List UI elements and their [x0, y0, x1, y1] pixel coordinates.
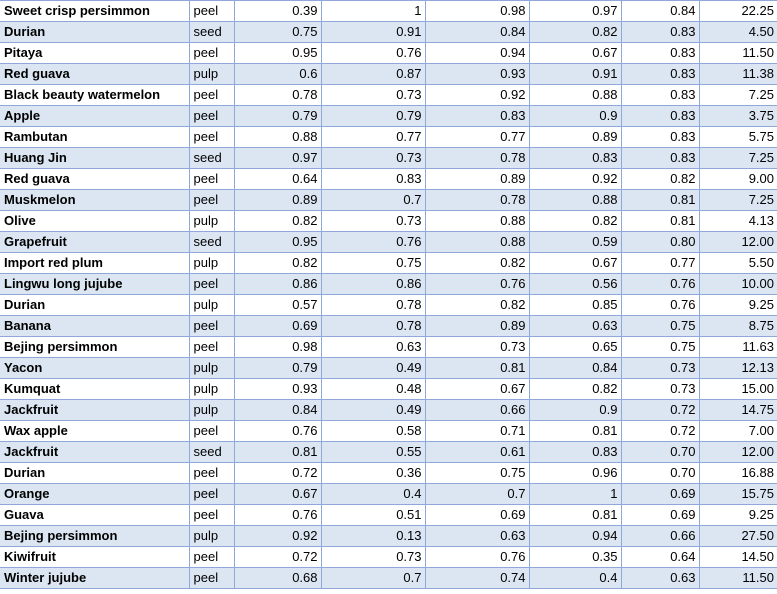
value-cell-5: 0.70 [621, 442, 699, 463]
value-cell-6: 11.38 [699, 64, 777, 85]
value-cell-5: 0.66 [621, 526, 699, 547]
value-cell-1: 0.67 [234, 484, 321, 505]
value-cell-4: 0.82 [529, 211, 621, 232]
value-cell-1: 0.39 [234, 1, 321, 22]
value-cell-2: 0.73 [321, 211, 425, 232]
fruit-name-cell: Import red plum [0, 253, 189, 274]
value-cell-3: 0.7 [425, 484, 529, 505]
value-cell-4: 0.82 [529, 22, 621, 43]
value-cell-6: 7.25 [699, 148, 777, 169]
table-row [0, 316, 777, 337]
fruit-name-cell: Bejing persimmon [0, 337, 189, 358]
table-row [0, 484, 777, 505]
value-cell-4: 0.56 [529, 274, 621, 295]
value-cell-2: 0.73 [321, 85, 425, 106]
value-cell-5: 0.76 [621, 274, 699, 295]
part-cell: peel [189, 43, 234, 64]
value-cell-4: 0.4 [529, 568, 621, 589]
part-cell: pulp [189, 211, 234, 232]
value-cell-2: 0.91 [321, 22, 425, 43]
value-cell-3: 0.88 [425, 211, 529, 232]
value-cell-1: 0.76 [234, 421, 321, 442]
table-row [0, 274, 777, 295]
value-cell-6: 10.00 [699, 274, 777, 295]
table-row [0, 505, 777, 526]
value-cell-6: 12.00 [699, 232, 777, 253]
value-cell-4: 0.85 [529, 295, 621, 316]
value-cell-2: 0.79 [321, 106, 425, 127]
value-cell-6: 9.00 [699, 169, 777, 190]
value-cell-2: 0.63 [321, 337, 425, 358]
part-cell: pulp [189, 526, 234, 547]
value-cell-6: 9.25 [699, 295, 777, 316]
value-cell-3: 0.92 [425, 85, 529, 106]
value-cell-3: 0.71 [425, 421, 529, 442]
value-cell-3: 0.88 [425, 232, 529, 253]
part-cell: peel [189, 274, 234, 295]
value-cell-1: 0.86 [234, 274, 321, 295]
value-cell-1: 0.93 [234, 379, 321, 400]
value-cell-5: 0.82 [621, 169, 699, 190]
fruit-name-cell: Jackfruit [0, 400, 189, 421]
value-cell-2: 0.7 [321, 190, 425, 211]
fruit-name-cell: Olive [0, 211, 189, 232]
fruit-name-cell: Red guava [0, 169, 189, 190]
table-row [0, 85, 777, 106]
fruit-name-cell: Apple [0, 106, 189, 127]
value-cell-4: 1 [529, 484, 621, 505]
value-cell-4: 0.91 [529, 64, 621, 85]
value-cell-3: 0.69 [425, 505, 529, 526]
value-cell-5: 0.72 [621, 400, 699, 421]
value-cell-1: 0.72 [234, 463, 321, 484]
value-cell-5: 0.84 [621, 1, 699, 22]
table-row [0, 421, 777, 442]
value-cell-5: 0.83 [621, 148, 699, 169]
value-cell-5: 0.72 [621, 421, 699, 442]
table-row [0, 358, 777, 379]
fruit-name-cell: Bejing persimmon [0, 526, 189, 547]
value-cell-1: 0.82 [234, 253, 321, 274]
value-cell-6: 11.63 [699, 337, 777, 358]
table-row [0, 211, 777, 232]
value-cell-6: 14.50 [699, 547, 777, 568]
part-cell: pulp [189, 358, 234, 379]
value-cell-3: 0.94 [425, 43, 529, 64]
value-cell-4: 0.67 [529, 43, 621, 64]
value-cell-6: 9.25 [699, 505, 777, 526]
table-row [0, 22, 777, 43]
value-cell-4: 0.65 [529, 337, 621, 358]
part-cell: peel [189, 1, 234, 22]
value-cell-1: 0.97 [234, 148, 321, 169]
fruit-name-cell: Wax apple [0, 421, 189, 442]
value-cell-1: 0.95 [234, 43, 321, 64]
table-row [0, 253, 777, 274]
part-cell: peel [189, 106, 234, 127]
value-cell-2: 0.86 [321, 274, 425, 295]
value-cell-3: 0.76 [425, 274, 529, 295]
value-cell-2: 0.78 [321, 316, 425, 337]
value-cell-5: 0.69 [621, 505, 699, 526]
fruit-name-cell: Pitaya [0, 43, 189, 64]
fruit-name-cell: Muskmelon [0, 190, 189, 211]
value-cell-5: 0.81 [621, 211, 699, 232]
value-cell-6: 12.13 [699, 358, 777, 379]
fruit-name-cell: Orange [0, 484, 189, 505]
value-cell-4: 0.88 [529, 85, 621, 106]
value-cell-1: 0.6 [234, 64, 321, 85]
value-cell-4: 0.84 [529, 358, 621, 379]
value-cell-5: 0.70 [621, 463, 699, 484]
value-cell-6: 7.00 [699, 421, 777, 442]
value-cell-1: 0.92 [234, 526, 321, 547]
part-cell: peel [189, 505, 234, 526]
table-row [0, 190, 777, 211]
value-cell-3: 0.78 [425, 148, 529, 169]
value-cell-6: 4.13 [699, 211, 777, 232]
value-cell-4: 0.81 [529, 505, 621, 526]
value-cell-2: 0.49 [321, 400, 425, 421]
value-cell-2: 0.7 [321, 568, 425, 589]
value-cell-6: 5.50 [699, 253, 777, 274]
value-cell-4: 0.88 [529, 190, 621, 211]
value-cell-6: 22.25 [699, 1, 777, 22]
value-cell-4: 0.59 [529, 232, 621, 253]
fruit-name-cell: Yacon [0, 358, 189, 379]
table-row [0, 547, 777, 568]
value-cell-5: 0.63 [621, 568, 699, 589]
value-cell-6: 14.75 [699, 400, 777, 421]
value-cell-4: 0.82 [529, 379, 621, 400]
value-cell-5: 0.83 [621, 43, 699, 64]
value-cell-6: 15.00 [699, 379, 777, 400]
part-cell: pulp [189, 379, 234, 400]
value-cell-1: 0.81 [234, 442, 321, 463]
fruit-name-cell: Lingwu long jujube [0, 274, 189, 295]
fruit-name-cell: Huang Jin [0, 148, 189, 169]
value-cell-2: 0.49 [321, 358, 425, 379]
fruit-name-cell: Black beauty watermelon [0, 85, 189, 106]
part-cell: peel [189, 169, 234, 190]
table-row [0, 127, 777, 148]
table-row [0, 400, 777, 421]
value-cell-2: 0.51 [321, 505, 425, 526]
fruit-name-cell: Grapefruit [0, 232, 189, 253]
value-cell-6: 5.75 [699, 127, 777, 148]
part-cell: peel [189, 127, 234, 148]
part-cell: peel [189, 547, 234, 568]
part-cell: peel [189, 484, 234, 505]
part-cell: peel [189, 463, 234, 484]
table-row [0, 106, 777, 127]
value-cell-5: 0.83 [621, 22, 699, 43]
value-cell-1: 0.68 [234, 568, 321, 589]
value-cell-5: 0.77 [621, 253, 699, 274]
value-cell-3: 0.81 [425, 358, 529, 379]
value-cell-5: 0.81 [621, 190, 699, 211]
part-cell: pulp [189, 400, 234, 421]
table-row [0, 232, 777, 253]
value-cell-6: 12.00 [699, 442, 777, 463]
table-row [0, 43, 777, 64]
value-cell-1: 0.69 [234, 316, 321, 337]
part-cell: seed [189, 442, 234, 463]
fruit-name-cell: Sweet crisp persimmon [0, 1, 189, 22]
value-cell-2: 0.77 [321, 127, 425, 148]
value-cell-2: 0.87 [321, 64, 425, 85]
value-cell-6: 11.50 [699, 568, 777, 589]
table-body [0, 1, 777, 589]
value-cell-1: 0.75 [234, 22, 321, 43]
value-cell-3: 0.66 [425, 400, 529, 421]
value-cell-3: 0.76 [425, 547, 529, 568]
value-cell-6: 8.75 [699, 316, 777, 337]
value-cell-2: 0.76 [321, 232, 425, 253]
value-cell-1: 0.82 [234, 211, 321, 232]
value-cell-3: 0.74 [425, 568, 529, 589]
value-cell-4: 0.83 [529, 442, 621, 463]
value-cell-3: 0.82 [425, 253, 529, 274]
value-cell-6: 16.88 [699, 463, 777, 484]
table-row [0, 379, 777, 400]
value-cell-3: 0.78 [425, 190, 529, 211]
table-row [0, 337, 777, 358]
value-cell-1: 0.78 [234, 85, 321, 106]
value-cell-3: 0.83 [425, 106, 529, 127]
part-cell: peel [189, 337, 234, 358]
value-cell-2: 0.75 [321, 253, 425, 274]
fruit-name-cell: Jackfruit [0, 442, 189, 463]
value-cell-5: 0.76 [621, 295, 699, 316]
table-row [0, 148, 777, 169]
value-cell-1: 0.88 [234, 127, 321, 148]
value-cell-2: 1 [321, 1, 425, 22]
fruit-name-cell: Winter jujube [0, 568, 189, 589]
value-cell-4: 0.83 [529, 148, 621, 169]
value-cell-1: 0.98 [234, 337, 321, 358]
value-cell-6: 4.50 [699, 22, 777, 43]
value-cell-4: 0.97 [529, 1, 621, 22]
value-cell-2: 0.55 [321, 442, 425, 463]
value-cell-2: 0.58 [321, 421, 425, 442]
value-cell-3: 0.89 [425, 169, 529, 190]
value-cell-2: 0.13 [321, 526, 425, 547]
value-cell-3: 0.61 [425, 442, 529, 463]
fruit-name-cell: Banana [0, 316, 189, 337]
part-cell: seed [189, 148, 234, 169]
value-cell-5: 0.83 [621, 106, 699, 127]
part-cell: peel [189, 568, 234, 589]
value-cell-4: 0.9 [529, 106, 621, 127]
part-cell: peel [189, 85, 234, 106]
value-cell-4: 0.96 [529, 463, 621, 484]
value-cell-5: 0.83 [621, 64, 699, 85]
part-cell: pulp [189, 295, 234, 316]
value-cell-4: 0.81 [529, 421, 621, 442]
value-cell-3: 0.98 [425, 1, 529, 22]
value-cell-3: 0.84 [425, 22, 529, 43]
table-row [0, 1, 777, 22]
value-cell-4: 0.9 [529, 400, 621, 421]
value-cell-6: 11.50 [699, 43, 777, 64]
fruit-name-cell: Guava [0, 505, 189, 526]
value-cell-4: 0.63 [529, 316, 621, 337]
value-cell-2: 0.73 [321, 547, 425, 568]
value-cell-1: 0.64 [234, 169, 321, 190]
value-cell-3: 0.82 [425, 295, 529, 316]
value-cell-5: 0.75 [621, 337, 699, 358]
table-row [0, 295, 777, 316]
value-cell-5: 0.69 [621, 484, 699, 505]
fruit-name-cell: Durian [0, 22, 189, 43]
value-cell-2: 0.76 [321, 43, 425, 64]
value-cell-2: 0.36 [321, 463, 425, 484]
value-cell-6: 3.75 [699, 106, 777, 127]
value-cell-5: 0.64 [621, 547, 699, 568]
fruit-name-cell: Rambutan [0, 127, 189, 148]
table-row [0, 64, 777, 85]
part-cell: peel [189, 421, 234, 442]
value-cell-3: 0.75 [425, 463, 529, 484]
part-cell: seed [189, 232, 234, 253]
fruit-name-cell: Kiwifruit [0, 547, 189, 568]
value-cell-1: 0.72 [234, 547, 321, 568]
value-cell-1: 0.79 [234, 358, 321, 379]
value-cell-2: 0.4 [321, 484, 425, 505]
fruit-name-cell: Durian [0, 463, 189, 484]
part-cell: peel [189, 190, 234, 211]
value-cell-5: 0.73 [621, 379, 699, 400]
value-cell-4: 0.89 [529, 127, 621, 148]
table-row [0, 169, 777, 190]
part-cell: pulp [189, 64, 234, 85]
value-cell-5: 0.83 [621, 85, 699, 106]
part-cell: seed [189, 22, 234, 43]
value-cell-3: 0.89 [425, 316, 529, 337]
fruit-name-cell: Kumquat [0, 379, 189, 400]
value-cell-3: 0.93 [425, 64, 529, 85]
table-row [0, 568, 777, 589]
value-cell-2: 0.73 [321, 148, 425, 169]
value-cell-1: 0.57 [234, 295, 321, 316]
value-cell-1: 0.89 [234, 190, 321, 211]
value-cell-6: 15.75 [699, 484, 777, 505]
value-cell-1: 0.79 [234, 106, 321, 127]
value-cell-4: 0.92 [529, 169, 621, 190]
value-cell-2: 0.83 [321, 169, 425, 190]
value-cell-1: 0.84 [234, 400, 321, 421]
value-cell-1: 0.76 [234, 505, 321, 526]
part-cell: peel [189, 316, 234, 337]
value-cell-5: 0.80 [621, 232, 699, 253]
value-cell-3: 0.67 [425, 379, 529, 400]
value-cell-6: 7.25 [699, 190, 777, 211]
value-cell-4: 0.67 [529, 253, 621, 274]
value-cell-4: 0.94 [529, 526, 621, 547]
value-cell-2: 0.48 [321, 379, 425, 400]
value-cell-2: 0.78 [321, 295, 425, 316]
value-cell-6: 7.25 [699, 85, 777, 106]
part-cell: pulp [189, 253, 234, 274]
value-cell-3: 0.63 [425, 526, 529, 547]
value-cell-1: 0.95 [234, 232, 321, 253]
value-cell-3: 0.77 [425, 127, 529, 148]
table-row [0, 526, 777, 547]
value-cell-3: 0.73 [425, 337, 529, 358]
fruit-name-cell: Red guava [0, 64, 189, 85]
value-cell-5: 0.75 [621, 316, 699, 337]
value-cell-6: 27.50 [699, 526, 777, 547]
table-row [0, 463, 777, 484]
table-row [0, 442, 777, 463]
value-cell-4: 0.35 [529, 547, 621, 568]
fruit-name-cell: Durian [0, 295, 189, 316]
value-cell-5: 0.73 [621, 358, 699, 379]
value-cell-5: 0.83 [621, 127, 699, 148]
